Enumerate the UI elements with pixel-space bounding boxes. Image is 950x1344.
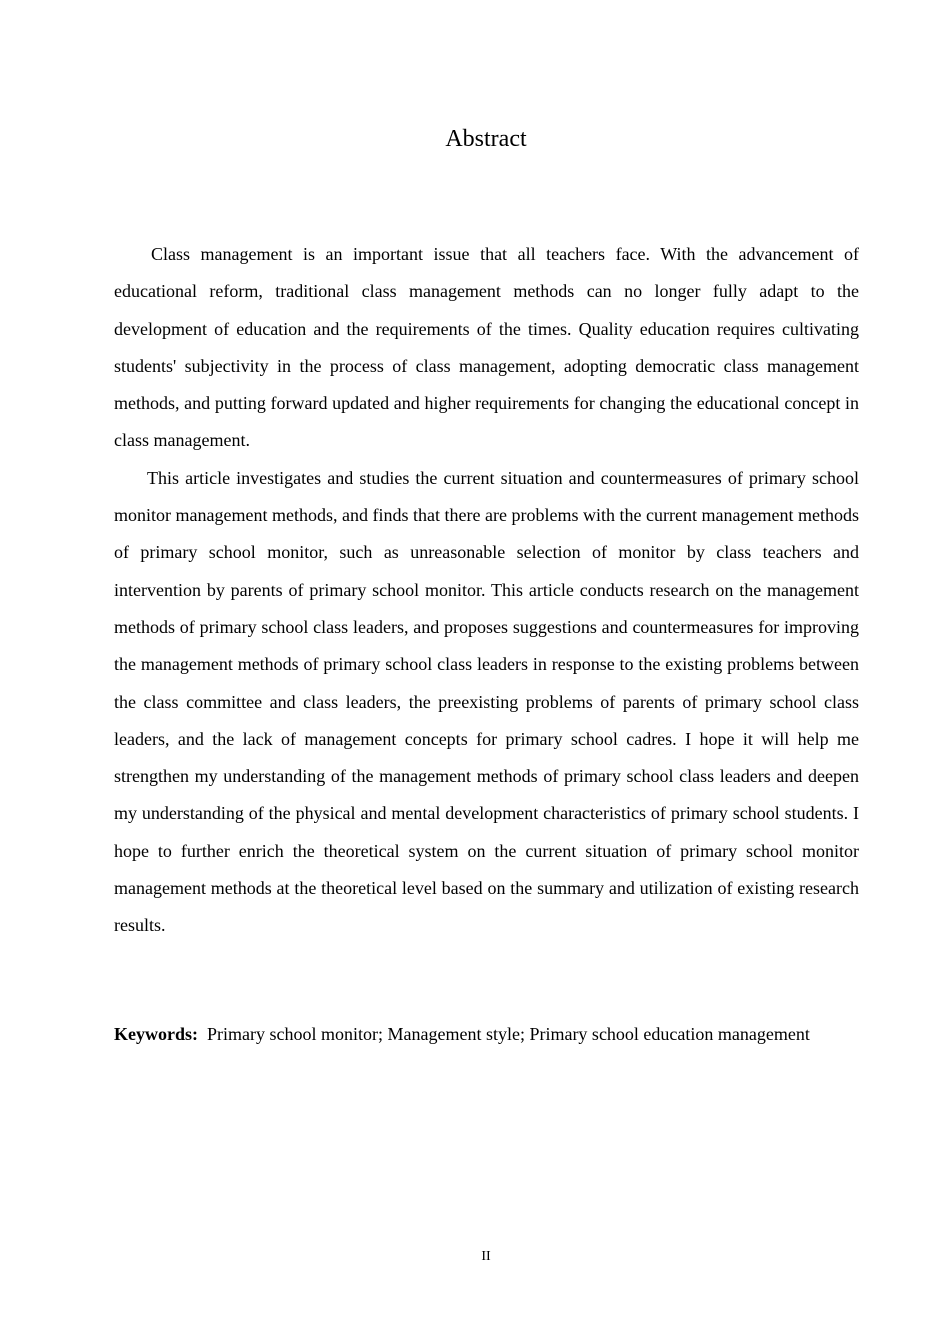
keywords-line	[114, 1016, 859, 1053]
abstract-body	[114, 236, 859, 945]
keywords-text: Primary school monitor; Management style; Primary school education management	[207, 1024, 810, 1044]
abstract-paragraph-1: Class management is an important issue that all teachers face. With the advancement of educational reform, traditional class management methods can no longer fully adapt to the development of education and the requirements of the times. Quality education requires cultivating students' subjectivity in the process of class management, adopting democratic class management methods, and putting forward updated and higher requirements for changing the educational concept in class management.	[114, 244, 859, 451]
abstract-paragraph-2: This article investigates and studies the current situation and countermeasures of primary school monitor management methods, and finds that there are problems with the current management methods of primary school monitor, such as unreasonable selection of monitor by class teachers and intervention by parents of primary school monitor. This article conducts research on the management methods of primary school class leaders, and proposes suggestions and countermeasures for improving the management methods of primary school class leaders in response to the existing problems between the class committee and class leaders, the preexisting problems of parents of primary school class leaders, and the lack of management concepts for primary school cadres. I hope it will help me strengthen my understanding of the management methods of primary school class leaders and deepen my understanding of the physical and mental development characteristics of primary school students. I hope to further enrich the theoretical system on the current situation of primary school monitor management methods at the theoretical level based on the summary and utilization of existing research results.	[114, 467, 859, 936]
keywords-label: Keywords:	[114, 1024, 198, 1044]
abstract-title: Abstract	[445, 126, 527, 152]
page-number: II	[481, 1249, 491, 1264]
